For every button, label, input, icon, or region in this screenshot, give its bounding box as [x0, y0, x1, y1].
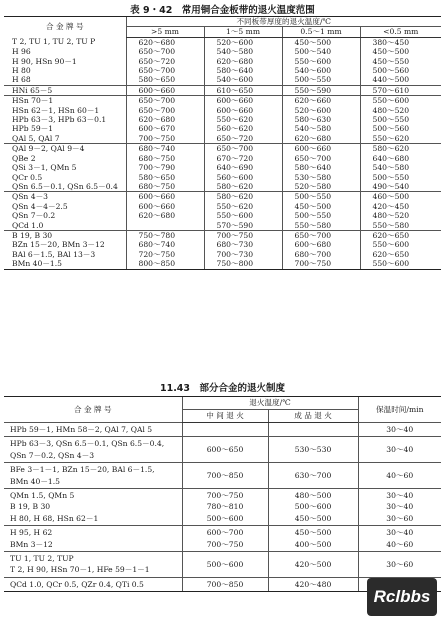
alloy-cell: HNi 65－5	[4, 85, 126, 95]
col-header: <0.5 mm	[360, 27, 441, 37]
table-row	[4, 57, 441, 66]
temperature-cell: 480～520	[360, 211, 441, 220]
temperature-cell: 620～680	[282, 134, 360, 144]
temperature-cell: 620～660	[282, 96, 360, 106]
temperature-cell: 750～780	[126, 230, 204, 240]
table-row	[4, 163, 441, 172]
temperature-cell: 540～580	[360, 163, 441, 172]
temperature-cell: 550～580	[360, 221, 441, 231]
alloy-cell: QSi 3－1, QMn 5	[12, 163, 77, 173]
alloy-header: 合 金 牌 号	[4, 397, 182, 423]
temperature-cell: 520～600	[282, 106, 360, 115]
temperature-cell: 460～500	[360, 192, 441, 202]
intermediate-anneal-cell: 700～850	[182, 463, 268, 489]
temperature-cell: 500～550	[282, 211, 360, 220]
alloy-cell: HPb 59－1	[12, 124, 54, 134]
table-row	[4, 552, 441, 578]
temperature-cell: 700～750	[204, 230, 282, 240]
temperature-cell: 570～590	[204, 221, 282, 231]
annealing-schedule-table	[4, 396, 441, 592]
alloy-cell: HPb 63－3, QSn 6.5－0.1, QSn 6.5－0.4, QSn 7－0.2, QSn 4－3	[4, 437, 182, 463]
temperature-cell: 680～740	[126, 240, 204, 249]
temperature-cell: 550～620	[204, 202, 282, 211]
temperature-cell: 550～580	[282, 221, 360, 231]
temperature-cell: 540～600	[204, 75, 282, 85]
temperature-cell: 650～700	[126, 47, 204, 56]
temperature-cell: 560～600	[204, 173, 282, 182]
alloy-cell: HSn 70－1	[4, 96, 126, 106]
watermark-logo: Rclbbs	[367, 578, 437, 616]
table-row	[4, 489, 441, 526]
alloy-cell: H 90, HSn 90－1	[12, 56, 77, 66]
alloy-cell: B 19, B 30	[4, 230, 126, 240]
col-header: >5 mm	[126, 27, 204, 37]
table-row	[4, 437, 441, 463]
temperature-cell: 540～580	[204, 47, 282, 56]
hold-time-header: 保温时间/min	[358, 397, 441, 423]
temperature-cell: 650～700	[282, 154, 360, 163]
temperature-cell: 580～620	[204, 182, 282, 192]
temperature-cell: 600～660	[282, 144, 360, 154]
temperature-cell: 540～580	[282, 124, 360, 133]
temperature-cell: 680～740	[126, 144, 204, 154]
hold-time-cell: 30～40 30～40 30～60	[358, 489, 441, 526]
table-row	[4, 211, 441, 220]
temperature-cell: 580～640	[204, 66, 282, 75]
intermediate-anneal-cell: 500～600	[182, 552, 268, 578]
temperature-cell: 700～750	[126, 134, 204, 144]
table-row	[4, 47, 441, 56]
table-row	[4, 96, 441, 106]
alloy-cell: QSn 4－3	[4, 192, 126, 202]
temperature-cell: 800～850	[126, 259, 204, 269]
temperature-cell: 450～550	[360, 57, 441, 66]
hold-time-cell: 40～60	[358, 463, 441, 489]
alloy-cell: QCd 1.0	[12, 220, 44, 230]
intermediate-anneal-header: 中 间 退 火	[182, 410, 268, 423]
temperature-cell: 620～650	[360, 230, 441, 240]
temperature-cell: 380～450	[360, 37, 441, 47]
thickness-group-header: 不同板带厚度的退火温度/℃	[126, 17, 441, 27]
alloy-cell: QMn 1.5, QMn 5 B 19, B 30 H 80, H 68, HSn 62－1	[4, 489, 182, 526]
temperature-cell: 680～700	[282, 250, 360, 259]
alloy-cell: TU 1, TU 2, TUP T 2, H 90, HSn 70－1, HFe 59－1－1	[4, 552, 182, 578]
temperature-cell: 670～720	[204, 154, 282, 163]
final-anneal-cell: 420～500	[268, 552, 358, 578]
alloy-cell: H 68	[12, 75, 31, 85]
temperature-cell: 570～610	[360, 85, 441, 95]
table-row	[4, 124, 441, 133]
alloy-cell: T 2, TU 1, TU 2, TU P	[12, 37, 96, 47]
alloy-cell: BAl 6－1.5, BAl 13－3	[12, 249, 96, 259]
temperature-cell: 500～540	[282, 47, 360, 56]
temperature-cell: 600～670	[126, 124, 204, 133]
table-row	[4, 202, 441, 211]
final-anneal-header: 成 品 退 火	[268, 410, 358, 423]
temperature-cell: 580～640	[282, 163, 360, 172]
table1-caption: 表 9・42 常用铜合金板带的退火温度范围	[130, 5, 315, 16]
temperature-cell: 500～560	[360, 124, 441, 133]
temperature-cell: 540～600	[282, 66, 360, 75]
intermediate-anneal-cell: 700～850	[182, 577, 268, 591]
temperature-cell: 550～620	[360, 134, 441, 144]
temperature-cell	[126, 221, 204, 231]
temperature-cell: 580～650	[126, 173, 204, 182]
temperature-cell: 500～550	[360, 115, 441, 124]
intermediate-anneal-cell: 700～750 780～810 500～600	[182, 489, 268, 526]
alloy-cell: HPb 63－3, HPb 63－0.1	[12, 115, 107, 125]
table-row	[4, 134, 441, 144]
temperature-cell: 650～700	[126, 106, 204, 115]
temperature-cell: 600～660	[126, 202, 204, 211]
temperature-cell: 520～600	[204, 37, 282, 47]
table-row	[4, 75, 441, 85]
temperature-cell: 640～680	[360, 154, 441, 163]
temperature-cell: 610～650	[204, 85, 282, 95]
temperature-cell: 620～680	[126, 115, 204, 124]
temperature-cell: 550～600	[360, 96, 441, 106]
temperature-cell: 600～660	[204, 96, 282, 106]
temperature-cell: 480～520	[360, 106, 441, 115]
alloy-cell: QBe 2	[12, 153, 36, 163]
table-row	[4, 154, 441, 163]
temperature-cell: 700～730	[204, 250, 282, 259]
temperature-cell: 600～660	[204, 106, 282, 115]
final-anneal-cell	[268, 423, 358, 437]
alloy-cell: QAl 5, QAl 7	[12, 133, 60, 143]
temperature-cell: 450～500	[360, 47, 441, 56]
final-anneal-cell: 420～480	[268, 577, 358, 591]
table-row	[4, 221, 441, 231]
temperature-cell: 580～620	[204, 192, 282, 202]
temperature-cell: 520～580	[282, 182, 360, 192]
temp-group-header: 退火温度/℃	[182, 397, 358, 410]
temperature-cell: 620～680	[126, 37, 204, 47]
temperature-cell: 560～620	[204, 124, 282, 133]
temperature-cell: 620～680	[204, 57, 282, 66]
table-row	[4, 526, 441, 552]
temperature-cell: 680～750	[126, 182, 204, 192]
alloy-cell: BMn 40－1.5	[4, 259, 126, 269]
temperature-cell: 550～590	[282, 85, 360, 95]
hold-time-cell: 30～40	[358, 437, 441, 463]
table-row	[4, 423, 441, 437]
table-row	[4, 192, 441, 202]
temperature-cell: 650～700	[282, 230, 360, 240]
temperature-cell: 600～660	[126, 85, 204, 95]
table-row	[4, 66, 441, 75]
alloy-cell: HPb 59－1, HMn 58－2, QAl 7, QAl 5	[4, 423, 182, 437]
temperature-cell: 580～620	[360, 144, 441, 154]
alloy-cell: H 96	[12, 47, 31, 57]
temperature-cell: 650～700	[126, 96, 204, 106]
final-anneal-cell: 450～500 400～500	[268, 526, 358, 552]
alloy-header: 合 金 牌 号	[4, 17, 126, 38]
alloy-cell: BZn 15－20, BMn 3－12	[12, 240, 105, 250]
intermediate-anneal-cell: 600～650	[182, 437, 268, 463]
table-row	[4, 85, 441, 95]
table-row	[4, 250, 441, 259]
temperature-cell: 700～790	[126, 163, 204, 172]
table-row	[4, 115, 441, 124]
temperature-cell: 440～500	[360, 75, 441, 85]
table-row	[4, 173, 441, 182]
temperature-cell: 600～660	[126, 192, 204, 202]
table-row	[4, 463, 441, 489]
alloy-cell: QAl 9－2, QAl 9－4	[4, 144, 126, 154]
temperature-cell: 550～600	[282, 57, 360, 66]
temperature-cell: 580～630	[282, 115, 360, 124]
temperature-cell: 750～800	[204, 259, 282, 269]
temperature-cell: 680～730	[204, 240, 282, 249]
temperature-cell: 620～650	[360, 250, 441, 259]
hold-time-cell: 30～60	[358, 552, 441, 578]
alloy-cell: QSn 7－0.2	[12, 211, 56, 221]
temperature-cell: 550～600	[204, 211, 282, 220]
final-anneal-cell: 530～530	[268, 437, 358, 463]
temperature-cell: 450～500	[282, 37, 360, 47]
col-header: 1～5 mm	[204, 27, 282, 37]
temperature-cell: 600～680	[282, 240, 360, 249]
temperature-cell: 620～680	[126, 211, 204, 220]
alloy-cell: QSn 4－4－2.5	[12, 201, 68, 211]
temperature-cell: 500～550	[282, 192, 360, 202]
temperature-cell: 530～580	[282, 173, 360, 182]
temperature-cell: 550～620	[204, 115, 282, 124]
temperature-cell: 550～600	[360, 259, 441, 269]
alloy-cell: HSn 62－1, HSn 60－1	[12, 105, 100, 115]
table-row	[4, 230, 441, 240]
annealing-temperature-table	[4, 16, 441, 270]
intermediate-anneal-cell: 600～700 700～750	[182, 526, 268, 552]
temperature-cell: 500～560	[360, 66, 441, 75]
temperature-cell: 450～500	[282, 202, 360, 211]
table-row	[4, 144, 441, 154]
final-anneal-cell: 480～500 500～600 450～500	[268, 489, 358, 526]
alloy-cell: QCd 1.0, QCr 0.5, QZr 0.4, QTi 0.5	[4, 577, 182, 591]
table-row	[4, 259, 441, 269]
hold-time-cell: 30～40	[358, 423, 441, 437]
table-row	[4, 106, 441, 115]
table2-caption: 11.43 部分合金的退火制度	[159, 383, 286, 394]
temperature-cell: 650～700	[204, 144, 282, 154]
hold-time-cell: 30～40 40～60	[358, 526, 441, 552]
temperature-cell: 580～650	[126, 75, 204, 85]
alloy-cell: BFe 3－1－1, BZn 15－20, BAl 6－1.5, BMn 40－1.5	[4, 463, 182, 489]
temperature-cell: 550～600	[360, 240, 441, 249]
final-anneal-cell: 630～700	[268, 463, 358, 489]
intermediate-anneal-cell	[182, 423, 268, 437]
alloy-cell: QSn 6.5－0.1, QSn 6.5－0.4	[12, 181, 118, 191]
temperature-cell: 420～450	[360, 202, 441, 211]
table-row	[4, 182, 441, 192]
temperature-cell: 720～750	[126, 250, 204, 259]
temperature-cell: 700～750	[282, 259, 360, 269]
temperature-cell: 490～540	[360, 182, 441, 192]
col-header: 0.5～1 mm	[282, 27, 360, 37]
temperature-cell: 680～750	[126, 154, 204, 163]
alloy-cell: QCr 0.5	[12, 172, 43, 182]
alloy-cell: H 80	[12, 66, 31, 76]
temperature-cell: 640～690	[204, 163, 282, 172]
temperature-cell: 650～700	[126, 66, 204, 75]
temperature-cell: 650～720	[204, 134, 282, 144]
temperature-cell: 500～550	[282, 75, 360, 85]
table-row	[4, 240, 441, 249]
temperature-cell: 500～550	[360, 173, 441, 182]
alloy-cell: H 95, H 62 BMn 3－12	[4, 526, 182, 552]
table-row	[4, 37, 441, 47]
temperature-cell: 650～720	[126, 57, 204, 66]
